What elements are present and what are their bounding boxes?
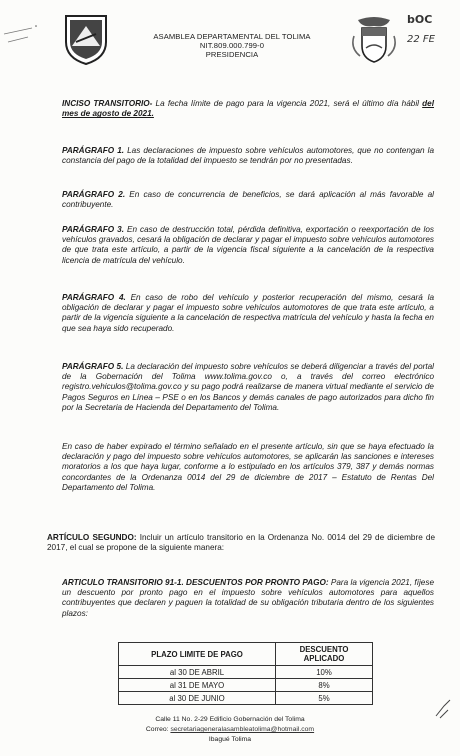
- sanctions-paragraph: En caso de haber expirado el término señalado en el presente artículo, sin que se haya efectuado la declaración y pago del impuesto sobre vehículos automotores, se aplicarán las sanciones e intereses moratorios a los que haya lugar, conforme a lo estipulado en los artículos 379, 387 y demás normas concordantes de la Ordenanza 0014 del 29 de diciembre de 2017 – Estatuto de Rentas Del Departamento del Tolima.: [62, 442, 434, 492]
- letterhead-text: [118, 32, 346, 59]
- footer-city: Ibagué Tolima: [208, 736, 252, 743]
- table-cell-discount: 10%: [276, 666, 373, 679]
- organization-name: ASAMBLEA DEPARTAMENTAL DEL TOLIMA: [153, 32, 311, 41]
- footer-email-line: Correo: secretariageneralasambleatolima@hotmail.com: [145, 726, 315, 733]
- table-header-discount: DESCUENTO APLICADO: [276, 643, 373, 666]
- table-cell-deadline: al 30 DE JUNIO: [119, 692, 276, 705]
- table-row: [119, 692, 373, 705]
- inciso-transitorio: INCISO TRANSITORIO- La fecha límite de pago para la vigencia 2021, será el último día hábil del mes de agosto de 2021.: [62, 99, 435, 119]
- articulo-transitorio-91-1: ARTICULO TRANSITORIO 91-1. DESCUENTOS POR PRONTO PAGO: Para la vigencia 2021, fíjese un descuento por pronto pago en el impuesto sobre vehículos automotores para aquellos contribuyentes que declaren y paguen la totalidad de su obligación tributaria dentro de los siguientes plazos:: [62, 578, 434, 618]
- footer-email-link[interactable]: secretariageneralasambleatolima@hotmail.com: [170, 726, 315, 733]
- table-header-row: [119, 643, 373, 666]
- discount-table: [118, 642, 373, 705]
- table-header-deadline: PLAZO LIMITE DE PAGO: [119, 643, 276, 666]
- paragrafo-5: PARÁGRAFO 5. La declaración del impuesto sobre vehículos se deberá diligenciar a través del portal de la Gobernación del Tolima www.tolima.gov.co o, a través del correo electrónico registro.vehiculos@tolima.gov.co y su pago podrá realizarse de manera virtual mediante el servicio de Pagos Seguros en Línea – PSE o en los Bancos y demás canales de pago autorizados para dicho fin por la Secretaria de Hacienda del Departamento del Tolima.: [62, 362, 435, 412]
- office-name: PRESIDENCIA: [205, 50, 259, 59]
- paragrafo-1: PARÁGRAFO 1. Las declaraciones de impuesto sobre vehículos automotores, que no contengan la constancia del pago de la totalidad del impuesto se tendrán por no presentadas.: [62, 146, 434, 166]
- letterhead: [58, 10, 458, 74]
- paragrafo-3: PARÁGRAFO 3. En caso de destrucción total, pérdida definitiva, exportación o reexportación de los vehículos gravados, cesará la obligación de declarar y pagar el impuesto sobre vehículos automotores de que trata este artículo, a partir de la vigencia fiscal siguiente a la cancelación de la respectiva licencia de matrícula del vehículo.: [62, 225, 434, 265]
- receipt-stamp: bOC 22 FE: [407, 13, 435, 45]
- table-cell-discount: 8%: [276, 679, 373, 692]
- page-footer: [130, 715, 330, 745]
- colombia-coat-of-arms-icon: [348, 14, 400, 66]
- table-cell-deadline: al 30 DE ABRIL: [119, 666, 276, 679]
- table-cell-deadline: al 31 DE MAYO: [119, 679, 276, 692]
- table-cell-discount: 5%: [276, 692, 373, 705]
- handwritten-tick-icon: [434, 698, 454, 720]
- table-row: [119, 666, 373, 679]
- articulo-segundo: ARTÍCULO SEGUNDO: Incluir un artículo transitorio en la Ordenanza No. 0014 del 29 de diciembre de 2017, el cual se propone de la siguiente manera:: [47, 533, 436, 553]
- footer-address: Calle 11 No. 2-29 Edificio Gobernación del Tolima: [155, 716, 305, 723]
- pen-mark-icon: [2, 22, 42, 52]
- paragrafo-4: PARÁGRAFO 4. En caso de robo del vehículo y posterior recuperación del mismo, cesará la obligación de declarar y pagar el impuesto sobre vehículos automotores de que trata este artículo, a partir de la vigencia siguiente a la cancelación de respectiva matrícula del vehículo y hasta la fecha en que sea haya sido recuperado.: [62, 293, 434, 333]
- assembly-shield-logo-icon: [62, 12, 110, 66]
- table-row: [119, 679, 373, 692]
- nit-number: NIT.809.000.799-0: [199, 41, 265, 50]
- paragrafo-2: PARÁGRAFO 2. En caso de concurrencia de beneficios, se dará aplicación al más favorable al contribuyente.: [62, 190, 434, 210]
